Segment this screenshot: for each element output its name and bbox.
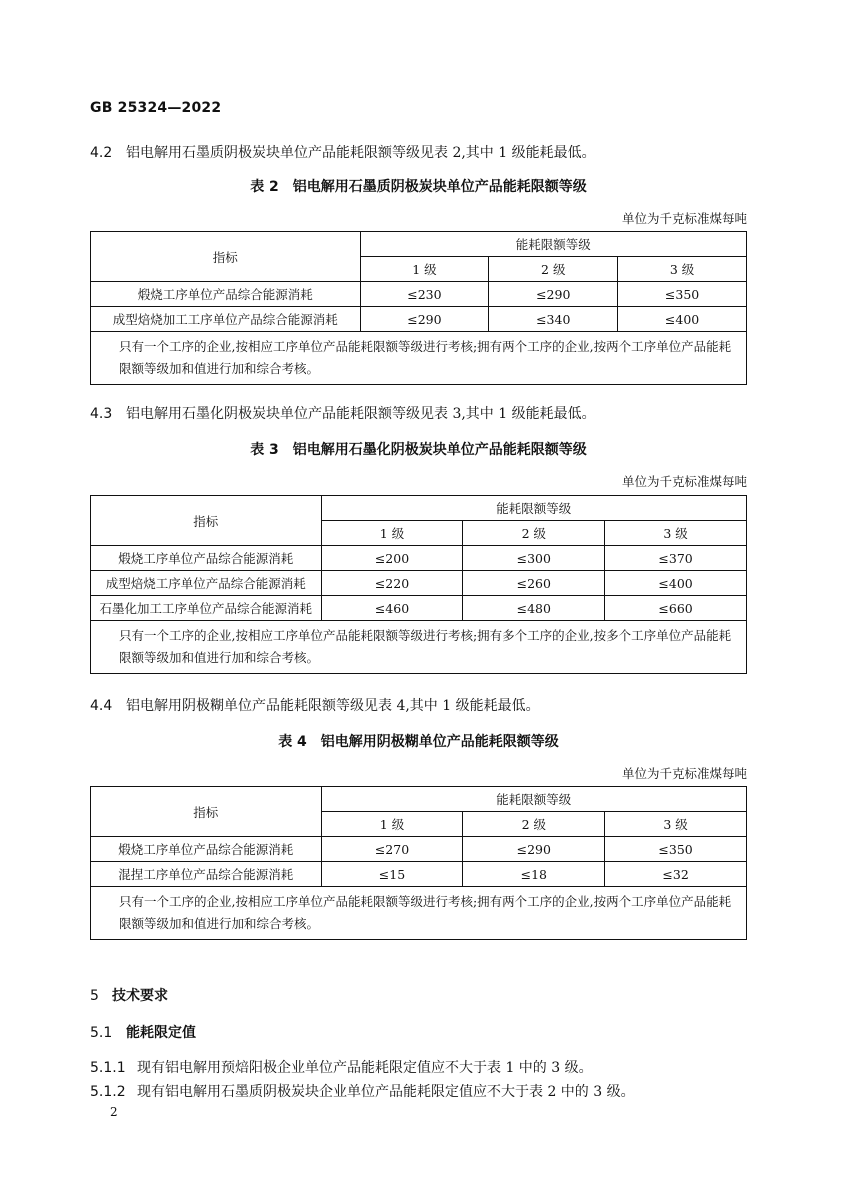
cell-value: ≤480 bbox=[463, 596, 605, 621]
table-row bbox=[91, 307, 747, 332]
standard-number: GB 25324—2022 bbox=[90, 100, 222, 116]
cell-value: ≤15 bbox=[321, 862, 463, 887]
table-row bbox=[91, 282, 747, 307]
clause-text: 铝电解用石墨质阴极炭块单位产品能耗限额等级见表 2,其中 1 级能耗最低。 bbox=[126, 145, 596, 161]
indicator-header: 指标 bbox=[91, 496, 322, 546]
clause-text: 现有铝电解用预焙阳极企业单位产品能耗限定值应不大于表 1 中的 3 级。 bbox=[137, 1060, 593, 1076]
clause-text: 现有铝电解用石墨质阴极炭块企业单位产品能耗限定值应不大于表 2 中的 3 级。 bbox=[137, 1084, 635, 1100]
cell-value: ≤340 bbox=[489, 307, 618, 332]
table-3-caption: 表 3 铝电解用石墨化阴极炭块单位产品能耗限额等级 bbox=[250, 442, 587, 458]
cell-value: ≤270 bbox=[321, 837, 463, 862]
clause-text: 铝电解用阴极糊单位产品能耗限额等级见表 4,其中 1 级能耗最低。 bbox=[126, 698, 540, 714]
section-title: 技术要求 bbox=[112, 988, 168, 1004]
cell-value: ≤290 bbox=[463, 837, 605, 862]
row-label: 煅烧工序单位产品综合能源消耗 bbox=[91, 282, 361, 307]
table-row bbox=[91, 546, 747, 571]
clause-number: 5.1.2 bbox=[90, 1084, 126, 1100]
clause-number: 4.3 bbox=[90, 406, 113, 422]
table-row bbox=[91, 837, 747, 862]
row-label: 煅烧工序单位产品综合能源消耗 bbox=[91, 837, 322, 862]
clause-5-1-1 bbox=[90, 1057, 593, 1077]
section-5-heading bbox=[90, 985, 168, 1005]
row-label: 成型焙烧工序单位产品综合能源消耗 bbox=[91, 571, 322, 596]
cell-value: ≤350 bbox=[605, 837, 747, 862]
clause-4-2 bbox=[90, 142, 596, 162]
row-label: 石墨化加工工序单位产品综合能源消耗 bbox=[91, 596, 322, 621]
table-3 bbox=[90, 495, 747, 674]
grade-2-header: 2 级 bbox=[489, 257, 618, 282]
grade-1-header: 1 级 bbox=[321, 812, 463, 837]
indicator-header: 指标 bbox=[91, 787, 322, 837]
table-row bbox=[91, 862, 747, 887]
grade-3-header: 3 级 bbox=[618, 257, 747, 282]
table-4 bbox=[90, 786, 747, 940]
table-note: 只有一个工序的企业,按相应工序单位产品能耗限额等级进行考核;拥有两个工序的企业,按两个工序单位产品能耗限额等级加和值进行加和综合考核。 bbox=[91, 887, 747, 940]
cell-value: ≤230 bbox=[360, 282, 489, 307]
table-3-unit: 单位为千克标准煤每吨 bbox=[621, 474, 747, 489]
table-row bbox=[91, 596, 747, 621]
cell-value: ≤32 bbox=[605, 862, 747, 887]
clause-4-3 bbox=[90, 403, 596, 423]
cell-value: ≤260 bbox=[463, 571, 605, 596]
cell-value: ≤220 bbox=[321, 571, 463, 596]
table-note: 只有一个工序的企业,按相应工序单位产品能耗限额等级进行考核;拥有多个工序的企业,按多个工序单位产品能耗限额等级加和值进行加和综合考核。 bbox=[91, 621, 747, 674]
grade-1-header: 1 级 bbox=[321, 521, 463, 546]
row-label: 混捏工序单位产品综合能源消耗 bbox=[91, 862, 322, 887]
clause-5-1-2 bbox=[90, 1081, 635, 1101]
grade-2-header: 2 级 bbox=[463, 812, 605, 837]
clause-number: 4.2 bbox=[90, 145, 113, 161]
grade-group-header: 能耗限额等级 bbox=[360, 232, 746, 257]
section-title: 能耗限定值 bbox=[126, 1025, 196, 1041]
row-label: 成型焙烧加工工序单位产品综合能源消耗 bbox=[91, 307, 361, 332]
cell-value: ≤290 bbox=[489, 282, 618, 307]
grade-group-header: 能耗限额等级 bbox=[321, 496, 746, 521]
cell-value: ≤370 bbox=[605, 546, 747, 571]
indicator-header: 指标 bbox=[91, 232, 361, 282]
table-2 bbox=[90, 231, 747, 385]
table-4-unit: 单位为千克标准煤每吨 bbox=[621, 766, 747, 781]
grade-1-header: 1 级 bbox=[360, 257, 489, 282]
cell-value: ≤400 bbox=[605, 571, 747, 596]
table-4-caption: 表 4 铝电解用阴极糊单位产品能耗限额等级 bbox=[278, 734, 559, 750]
cell-value: ≤350 bbox=[618, 282, 747, 307]
row-label: 煅烧工序单位产品综合能源消耗 bbox=[91, 546, 322, 571]
cell-value: ≤460 bbox=[321, 596, 463, 621]
cell-value: ≤200 bbox=[321, 546, 463, 571]
section-number: 5 bbox=[90, 988, 99, 1004]
section-number: 5.1 bbox=[90, 1025, 113, 1041]
cell-value: ≤290 bbox=[360, 307, 489, 332]
cell-value: ≤18 bbox=[463, 862, 605, 887]
cell-value: ≤300 bbox=[463, 546, 605, 571]
table-2-unit: 单位为千克标准煤每吨 bbox=[621, 211, 747, 226]
grade-3-header: 3 级 bbox=[605, 812, 747, 837]
grade-2-header: 2 级 bbox=[463, 521, 605, 546]
clause-4-4 bbox=[90, 695, 540, 715]
clause-number: 5.1.1 bbox=[90, 1060, 126, 1076]
clause-text: 铝电解用石墨化阴极炭块单位产品能耗限额等级见表 3,其中 1 级能耗最低。 bbox=[126, 406, 596, 422]
cell-value: ≤400 bbox=[618, 307, 747, 332]
section-5-1-heading bbox=[90, 1022, 196, 1042]
page-number: 2 bbox=[110, 1105, 118, 1119]
table-2-caption: 表 2 铝电解用石墨质阴极炭块单位产品能耗限额等级 bbox=[250, 179, 587, 195]
table-note: 只有一个工序的企业,按相应工序单位产品能耗限额等级进行考核;拥有两个工序的企业,按两个工序单位产品能耗限额等级加和值进行加和综合考核。 bbox=[91, 332, 747, 385]
table-row bbox=[91, 571, 747, 596]
grade-3-header: 3 级 bbox=[605, 521, 747, 546]
clause-number: 4.4 bbox=[90, 698, 113, 714]
cell-value: ≤660 bbox=[605, 596, 747, 621]
grade-group-header: 能耗限额等级 bbox=[321, 787, 746, 812]
